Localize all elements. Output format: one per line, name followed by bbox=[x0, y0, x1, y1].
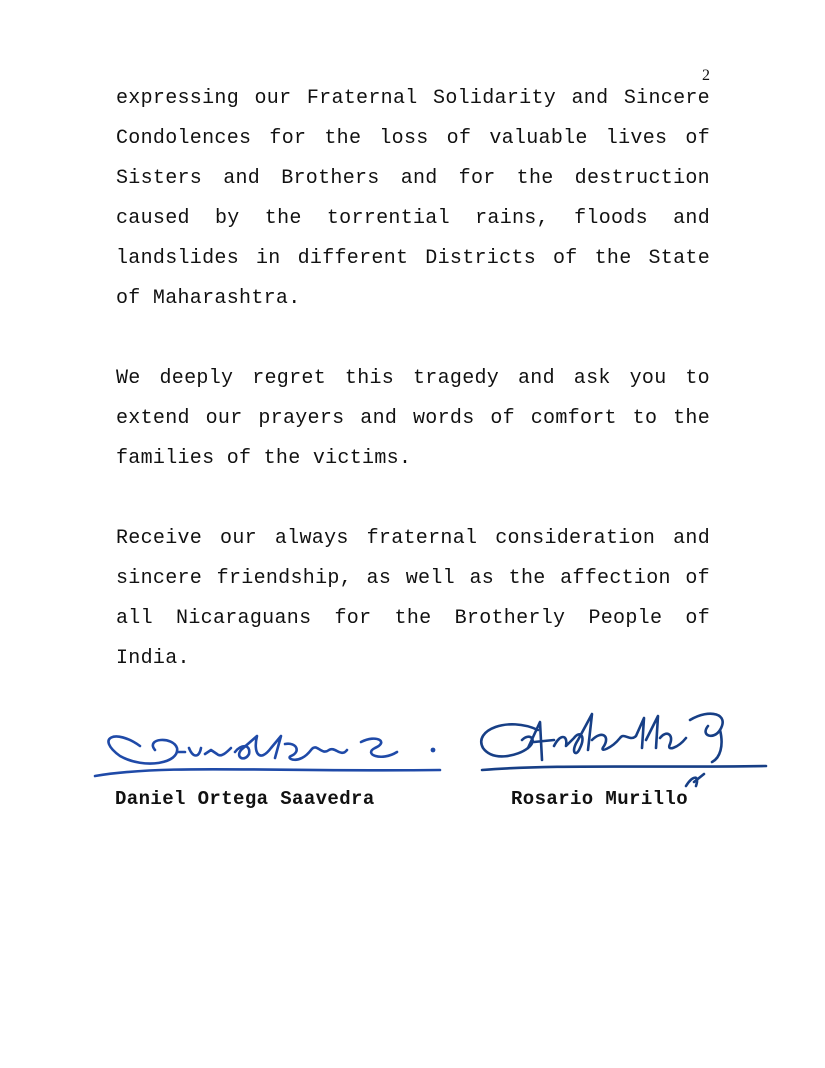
signer-name-ortega: Daniel Ortega Saavedra bbox=[115, 788, 375, 810]
page-number: 2 bbox=[702, 67, 710, 84]
letter-body bbox=[116, 79, 710, 679]
murillo-signature-image bbox=[468, 690, 768, 788]
ortega-signature-image bbox=[85, 708, 445, 788]
paragraph-regret: We deeply regret this tragedy and ask you to extend our prayers and words of comfort to the families of the victims. bbox=[116, 367, 710, 470]
signature-block bbox=[80, 690, 780, 820]
paragraph-condolences: expressing our Fraternal Solidarity and Sincere Condolences for the loss of valuable lives of Sisters and Brothers and for the destruction caused by the torrential rains, floods and landslides in different Districts of the State of Maharashtra. bbox=[116, 87, 710, 310]
paragraph-friendship: Receive our always fraternal consideration and sincere friendship, as well as the affection of all Nicaraguans for the Brotherly People of India. bbox=[116, 527, 710, 670]
signer-name-murillo: Rosario Murillo bbox=[511, 788, 689, 810]
